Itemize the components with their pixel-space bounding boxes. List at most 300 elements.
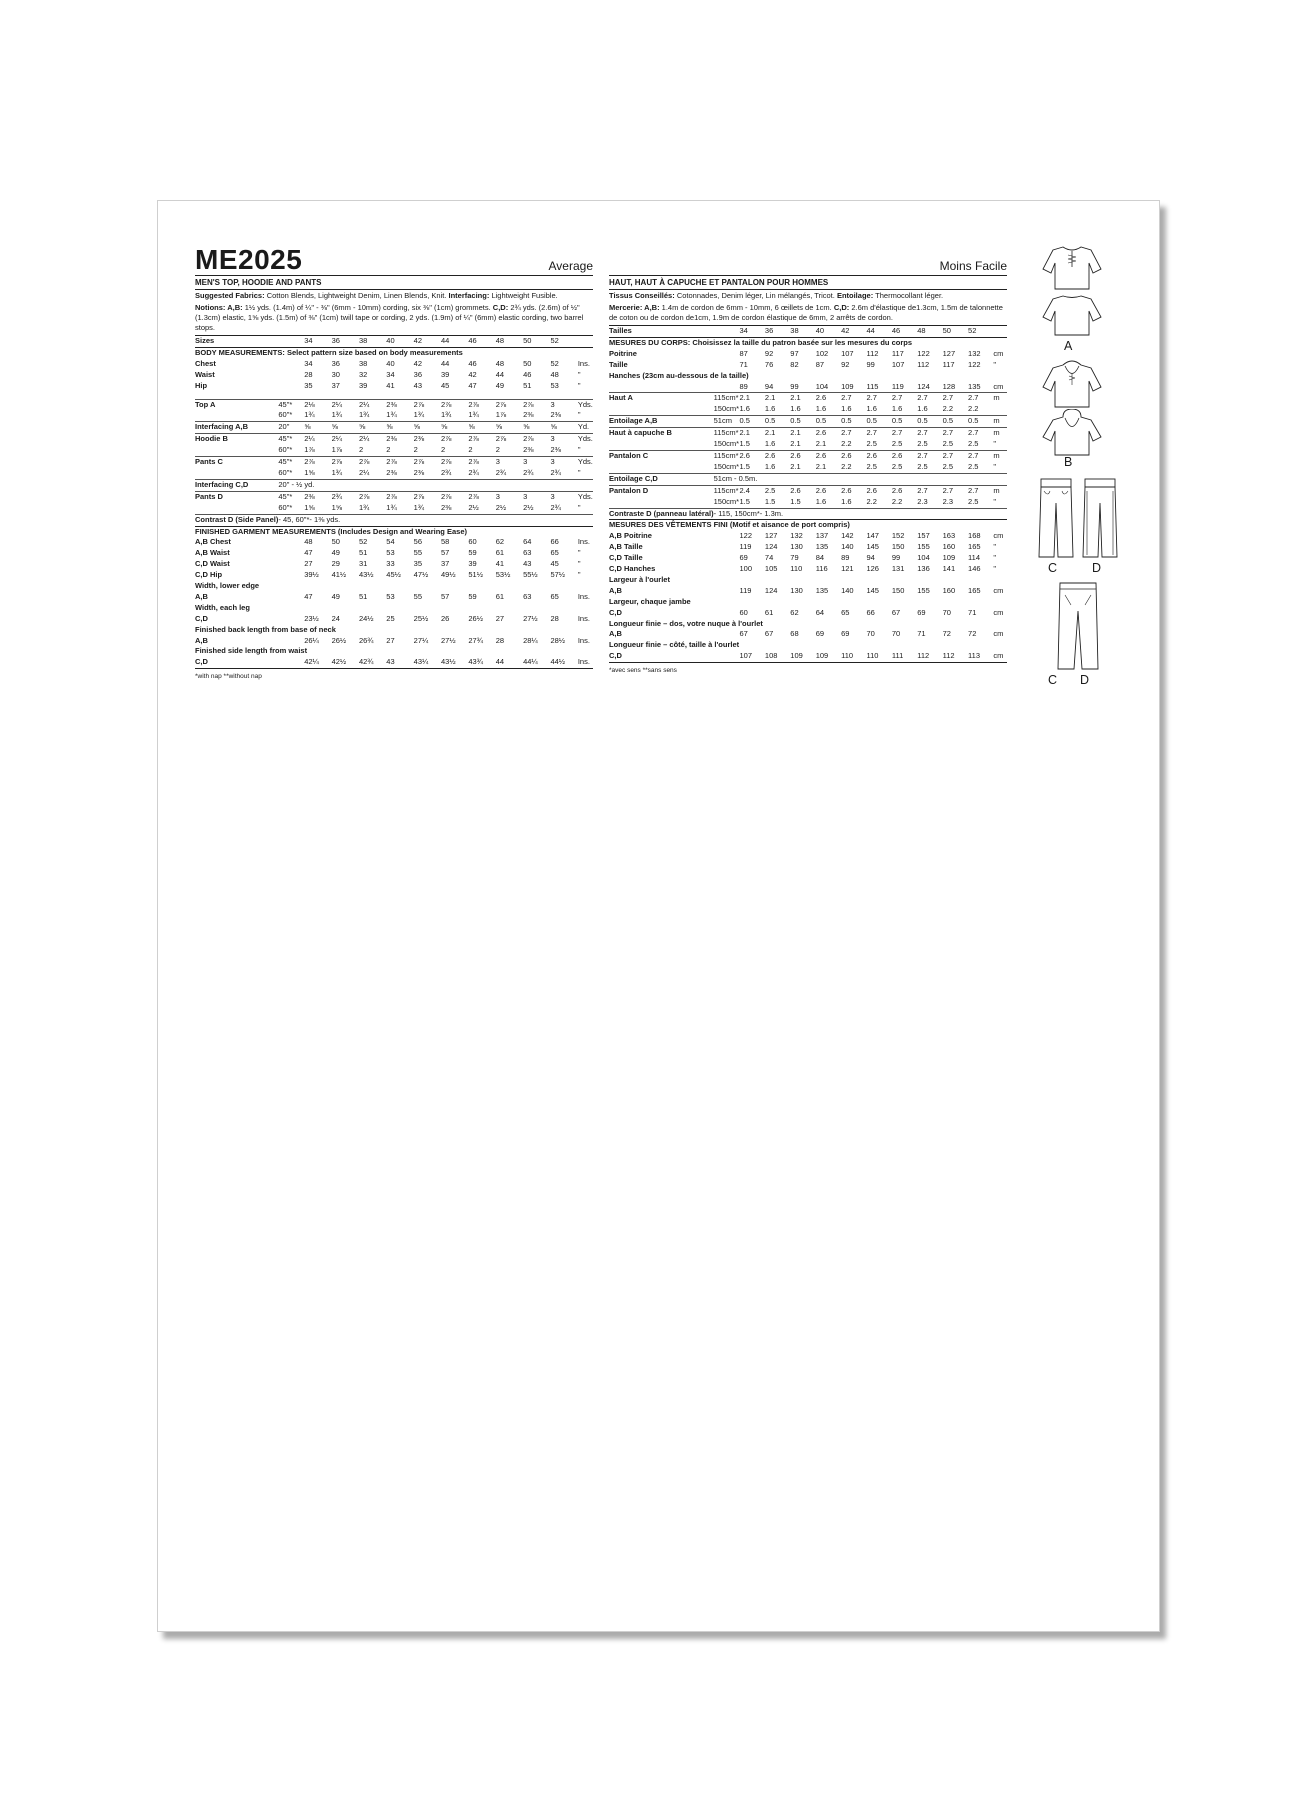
table-row bbox=[195, 434, 593, 445]
english-measurement-table bbox=[195, 335, 593, 668]
size-value: 1.6 bbox=[815, 496, 827, 506]
fabric-width: 150cm* bbox=[713, 461, 740, 471]
size-value: 2⅞ bbox=[414, 491, 441, 502]
size-value: 3 bbox=[550, 491, 577, 502]
size-value: 41½ bbox=[331, 570, 347, 580]
size-value: 45½ bbox=[386, 570, 401, 580]
table-row bbox=[195, 559, 593, 570]
unit: Ins. bbox=[577, 537, 590, 547]
fabric-width: 45"* bbox=[278, 434, 304, 445]
size-value: 1.6 bbox=[841, 404, 852, 414]
size-value: 42 bbox=[468, 369, 477, 379]
table-row bbox=[609, 608, 1007, 619]
size-value: 34 bbox=[386, 369, 395, 379]
unit: " bbox=[577, 410, 581, 420]
unit: " bbox=[993, 461, 997, 471]
size-value: 2.6 bbox=[816, 393, 841, 404]
size-value: 54 bbox=[386, 537, 395, 547]
size-value: 107 bbox=[891, 359, 905, 369]
unit: cm bbox=[993, 348, 1004, 358]
table-row bbox=[195, 347, 593, 358]
size-value: 2.7 bbox=[968, 485, 993, 496]
table-row bbox=[195, 581, 593, 592]
table-row bbox=[195, 359, 593, 370]
size-value: 94 bbox=[764, 381, 774, 391]
unit: Yds. bbox=[577, 399, 593, 409]
fabric-width: 45"* bbox=[278, 399, 304, 410]
row-label: Tailles bbox=[609, 326, 714, 338]
size-value: 69 bbox=[739, 553, 748, 563]
table-row bbox=[195, 526, 593, 537]
row-value: 51cm - 0.5m. bbox=[714, 473, 1007, 485]
unit: " bbox=[993, 542, 997, 552]
fabric-width bbox=[714, 586, 740, 597]
size-value: 27¾ bbox=[468, 635, 483, 645]
fabric-width bbox=[278, 592, 304, 603]
size-value: 2.7 bbox=[968, 393, 993, 404]
size-value: 102 bbox=[815, 348, 829, 358]
size-value: 2.6 bbox=[816, 450, 841, 461]
size-value: 2⅞ bbox=[304, 457, 331, 468]
size-value: 50 bbox=[943, 326, 968, 338]
row-label: Poitrine bbox=[609, 348, 637, 358]
size-value: 115 bbox=[866, 381, 879, 391]
size-value: 2.5 bbox=[917, 461, 928, 471]
label-d-second: D bbox=[1080, 673, 1090, 687]
size-value: 110 bbox=[790, 564, 803, 574]
row-label: C,D Taille bbox=[609, 553, 643, 563]
size-value: 126 bbox=[866, 564, 879, 574]
size-value: 63 bbox=[523, 548, 532, 558]
size-value: 59 bbox=[468, 548, 477, 558]
section-heading: Largeur à l'ourlet bbox=[609, 574, 670, 584]
size-value: 52 bbox=[968, 326, 993, 338]
row-label: Pantalon D bbox=[609, 485, 714, 496]
row-label: Contraste D (panneau latéral) bbox=[609, 508, 714, 520]
difficulty-en: Average bbox=[548, 259, 593, 273]
size-value: 61 bbox=[764, 607, 774, 617]
size-value: 127 bbox=[942, 348, 956, 358]
size-value: 40 bbox=[386, 336, 413, 348]
size-value: 150 bbox=[891, 585, 905, 595]
interfacing-text-fr: Thermocollant léger. bbox=[875, 291, 944, 300]
table-row bbox=[195, 625, 593, 636]
size-value: 37 bbox=[331, 380, 340, 390]
table-row bbox=[195, 548, 593, 559]
fabric-width bbox=[278, 537, 304, 548]
size-value: 2.7 bbox=[943, 450, 968, 461]
size-value: 1.6 bbox=[815, 404, 827, 414]
row-label: A,B bbox=[195, 591, 208, 601]
size-value: 28 bbox=[495, 635, 505, 645]
unit: cm bbox=[993, 607, 1004, 617]
size-value: 1¾ bbox=[413, 502, 425, 512]
size-value: 2.3 bbox=[942, 496, 954, 506]
size-value: 1¾ bbox=[358, 410, 370, 420]
size-value: 2.6 bbox=[892, 485, 917, 496]
size-value: 2.5 bbox=[942, 461, 954, 471]
size-value: 92 bbox=[764, 348, 774, 358]
size-value: 55½ bbox=[523, 570, 538, 580]
size-value: 2.6 bbox=[841, 485, 866, 496]
table-row bbox=[609, 619, 1007, 630]
pattern-code: ME2025 bbox=[195, 244, 303, 275]
size-value: 2.5 bbox=[891, 439, 903, 449]
size-value: 2⅞ bbox=[468, 399, 495, 410]
size-value: 51 bbox=[358, 591, 368, 601]
size-value: 65 bbox=[550, 591, 559, 601]
size-value: 2.6 bbox=[790, 450, 815, 461]
size-value: 0.5 bbox=[816, 416, 841, 428]
size-value: 2⅞ bbox=[441, 457, 468, 468]
table-row bbox=[195, 491, 593, 502]
table-row bbox=[609, 485, 1007, 496]
row-label: Hip bbox=[195, 380, 208, 390]
size-value: ⅝ bbox=[523, 422, 550, 434]
size-value: 53 bbox=[386, 591, 395, 601]
size-value: 2.7 bbox=[866, 393, 891, 404]
size-value: 66 bbox=[550, 537, 559, 547]
size-value: 150 bbox=[891, 542, 905, 552]
row-label: C,D bbox=[609, 607, 622, 617]
size-value: 97 bbox=[790, 348, 799, 358]
size-value: 107 bbox=[739, 651, 753, 661]
fabric-width bbox=[714, 553, 740, 564]
unit: " bbox=[993, 359, 997, 369]
section-heading: Largeur, chaque jambe bbox=[609, 596, 691, 606]
size-value: 28¼ bbox=[523, 635, 538, 645]
size-value: 46 bbox=[523, 369, 532, 379]
size-value: 43¼ bbox=[413, 657, 429, 667]
size-value: 1.6 bbox=[764, 439, 776, 449]
unit: Yds. bbox=[577, 491, 593, 501]
size-value: 2.1 bbox=[740, 428, 765, 439]
size-value: 26½ bbox=[331, 635, 347, 645]
row-label bbox=[195, 503, 278, 514]
size-value: 2.1 bbox=[765, 393, 790, 404]
size-value: 131 bbox=[891, 564, 905, 574]
size-value: 24½ bbox=[358, 613, 374, 623]
size-value: 47 bbox=[468, 380, 477, 390]
size-value: 1.6 bbox=[790, 404, 801, 414]
size-value: ⅝ bbox=[386, 422, 413, 434]
size-value: 62 bbox=[790, 607, 799, 617]
size-value: 113 bbox=[968, 651, 980, 661]
table-row bbox=[609, 542, 1007, 553]
size-value: 92 bbox=[841, 359, 850, 369]
table-row bbox=[195, 514, 593, 526]
fabric-width bbox=[278, 614, 304, 625]
row-label: Taille bbox=[609, 359, 628, 369]
row-label: Haut A bbox=[609, 393, 714, 404]
size-value: 1.6 bbox=[764, 404, 776, 414]
unit: " bbox=[577, 369, 581, 379]
size-value: 2⅞ bbox=[496, 399, 523, 410]
size-value: 2.7 bbox=[841, 393, 866, 404]
size-value: 2⅞ bbox=[359, 491, 386, 502]
size-value: 39 bbox=[441, 369, 450, 379]
size-value: 39 bbox=[358, 380, 368, 390]
size-value: 2.7 bbox=[866, 428, 891, 439]
row-value: - 45, 60"*- 1⅜ yds. bbox=[278, 514, 593, 526]
table-row bbox=[609, 473, 1007, 485]
size-value: 2.7 bbox=[917, 485, 942, 496]
unit: Ins. bbox=[577, 613, 590, 623]
size-value: 2.6 bbox=[740, 450, 765, 461]
size-value: 137 bbox=[815, 531, 829, 541]
size-value: 42 bbox=[414, 336, 441, 348]
size-value: 0.5 bbox=[917, 416, 942, 428]
row-label: Top A bbox=[195, 399, 278, 410]
label-b: B bbox=[1064, 455, 1073, 469]
size-value: 71 bbox=[739, 359, 748, 369]
row-label: Pants C bbox=[195, 457, 278, 468]
size-value: 65 bbox=[841, 607, 850, 617]
row-label bbox=[195, 410, 278, 421]
size-value: 44 bbox=[441, 358, 450, 368]
size-value: 51 bbox=[358, 548, 368, 558]
unit: " bbox=[577, 559, 581, 569]
size-value: 2¾ bbox=[332, 491, 359, 502]
table-row bbox=[609, 640, 1007, 651]
size-value: 2.2 bbox=[968, 404, 979, 414]
fabric-width bbox=[714, 651, 740, 662]
row-label: C,D bbox=[195, 613, 208, 623]
size-value: 44¼ bbox=[523, 657, 538, 667]
size-value: 69 bbox=[815, 629, 825, 639]
size-value: 64 bbox=[523, 537, 532, 547]
table-row bbox=[195, 468, 593, 479]
unit: " bbox=[993, 553, 997, 563]
section-heading: Finished side length from waist bbox=[195, 646, 308, 656]
size-value: 112 bbox=[917, 359, 930, 369]
size-value: 2.7 bbox=[892, 428, 917, 439]
size-value: 67 bbox=[739, 629, 748, 639]
english-header bbox=[195, 239, 593, 276]
interfacing-label: Interfacing: bbox=[448, 291, 490, 300]
table-row bbox=[609, 497, 1007, 508]
size-value: 1.5 bbox=[764, 496, 776, 506]
size-value: 110 bbox=[841, 651, 854, 661]
size-value: 117 bbox=[942, 359, 955, 369]
french-column bbox=[609, 239, 1007, 674]
size-value: 41 bbox=[386, 380, 395, 390]
size-value: 2⅞ bbox=[386, 457, 413, 468]
section-heading: Longueur finie – côté, taille à l'ourlet bbox=[609, 640, 740, 650]
size-value: 48 bbox=[495, 358, 505, 368]
size-value: 52 bbox=[550, 358, 559, 368]
french-header bbox=[609, 239, 1007, 276]
size-value: 2⅞ bbox=[468, 457, 495, 468]
section-heading: BODY MEASUREMENTS: Select pattern size based on body measurements bbox=[195, 347, 593, 358]
size-value: 70 bbox=[891, 629, 901, 639]
unit: cm bbox=[993, 531, 1004, 541]
table-row bbox=[609, 371, 1007, 382]
size-value: ⅝ bbox=[414, 422, 441, 434]
size-value: 2.1 bbox=[790, 439, 801, 449]
size-value: 42½ bbox=[331, 657, 347, 667]
size-value: ⅝ bbox=[441, 422, 468, 434]
size-value: 117 bbox=[891, 348, 904, 358]
size-value: 35 bbox=[413, 559, 422, 569]
unit: m bbox=[993, 485, 1007, 496]
row-label: Interfacing A,B bbox=[195, 422, 278, 434]
size-value: 50 bbox=[523, 358, 532, 368]
unit: " bbox=[577, 548, 581, 558]
pants-c-front-drawing bbox=[1038, 477, 1074, 559]
size-value: 108 bbox=[764, 651, 778, 661]
fabric-width: 150cm* bbox=[713, 404, 740, 414]
unit: Ins. bbox=[577, 657, 590, 667]
size-value: 0.5 bbox=[740, 416, 765, 428]
size-value: 36 bbox=[332, 336, 359, 348]
size-value: 27½ bbox=[523, 613, 538, 623]
size-value: 160 bbox=[942, 542, 956, 552]
english-column bbox=[195, 239, 593, 680]
size-value: 130 bbox=[790, 585, 803, 595]
size-value: 163 bbox=[942, 531, 956, 541]
size-value: 2¼ bbox=[358, 467, 370, 477]
size-value: 165 bbox=[968, 585, 981, 595]
size-value: 43 bbox=[386, 657, 395, 667]
size-value: 48 bbox=[496, 336, 523, 348]
size-value: 132 bbox=[790, 531, 803, 541]
section-heading: Finished back length from base of neck bbox=[195, 624, 336, 634]
fabric-width bbox=[714, 608, 740, 619]
french-notions bbox=[609, 303, 1007, 325]
size-value: 2.7 bbox=[968, 450, 993, 461]
row-label: A,B Taille bbox=[609, 542, 643, 552]
size-value: 2⅞ bbox=[441, 491, 468, 502]
unit: Yds. bbox=[577, 434, 593, 444]
size-value: 2¾ bbox=[468, 467, 479, 477]
row-label bbox=[195, 468, 278, 479]
size-value: 2⅜ bbox=[523, 445, 534, 455]
size-value: 2.7 bbox=[917, 393, 942, 404]
unit: Yd. bbox=[578, 422, 593, 434]
size-value: 43 bbox=[413, 380, 422, 390]
table-row bbox=[195, 370, 593, 381]
size-value: 122 bbox=[917, 348, 930, 358]
size-value: 2⅞ bbox=[441, 434, 468, 445]
table-row bbox=[609, 575, 1007, 586]
row-label: A,B Chest bbox=[195, 537, 231, 547]
unit: cm bbox=[993, 629, 1004, 639]
size-value: 89 bbox=[841, 553, 850, 563]
size-value: 47 bbox=[304, 548, 313, 558]
size-value: 87 bbox=[815, 359, 825, 369]
size-value: 72 bbox=[942, 629, 951, 639]
size-value: 147 bbox=[866, 531, 879, 541]
size-value: 1¾ bbox=[331, 410, 343, 420]
size-value: 2⅜ bbox=[386, 467, 397, 477]
size-value: 34 bbox=[740, 326, 765, 338]
size-value: 53 bbox=[550, 380, 559, 390]
table-row bbox=[609, 428, 1007, 439]
english-notions bbox=[195, 303, 593, 335]
fabric-width bbox=[714, 531, 740, 542]
size-value: 145 bbox=[866, 585, 879, 595]
size-value: 109 bbox=[815, 651, 829, 661]
fabric-width bbox=[278, 548, 304, 559]
size-value: 26¾ bbox=[358, 635, 374, 645]
table-row bbox=[609, 439, 1007, 450]
fabric-width bbox=[278, 359, 304, 370]
size-value: 0.5 bbox=[968, 416, 993, 428]
size-value: 2 bbox=[468, 445, 473, 455]
hoodie-b-back-drawing bbox=[1041, 409, 1103, 457]
size-value: 38 bbox=[790, 326, 815, 338]
unit: m bbox=[993, 393, 1007, 404]
table-row bbox=[195, 381, 593, 392]
pants-back-drawing bbox=[1038, 581, 1118, 671]
notions-cd-text: 2¾ yds. (2.6m) of ½" (1.3cm) elastic, 1⅝ yds. (1.5m) of ⅜" (1cm) twill tape or cording, 2 yds. (1.9m) of ¼" (6mm) elastic cording, two barrel stops. bbox=[195, 303, 584, 332]
top-a-back-drawing bbox=[1041, 293, 1103, 337]
unit: " bbox=[993, 496, 997, 506]
size-value: 132 bbox=[968, 348, 981, 358]
size-value: 1¾ bbox=[441, 410, 452, 420]
unit: m bbox=[993, 416, 1007, 428]
size-value: 43½ bbox=[358, 570, 374, 580]
size-value: 42 bbox=[413, 358, 422, 368]
fabrics-label: Suggested Fabrics: bbox=[195, 291, 265, 300]
size-value: 2⅞ bbox=[468, 491, 495, 502]
unit: Ins. bbox=[577, 358, 590, 368]
unit bbox=[993, 404, 1007, 415]
french-title: HAUT, HAUT À CAPUCHE ET PANTALON POUR HOMMES bbox=[609, 276, 1007, 290]
table-row bbox=[195, 479, 593, 491]
size-value: 42¼ bbox=[304, 657, 319, 667]
size-value: 2.2 bbox=[841, 439, 852, 449]
size-value: 127 bbox=[764, 531, 778, 541]
fabrics-text: Cotton Blends, Lightweight Denim, Linen Blends, Knit. bbox=[266, 291, 447, 300]
size-value: 87 bbox=[739, 348, 748, 358]
size-value: 1¾ bbox=[413, 410, 425, 420]
unit: Ins. bbox=[577, 635, 590, 645]
size-value: 45 bbox=[550, 559, 559, 569]
size-value: 70 bbox=[866, 629, 875, 639]
size-value: 0.5 bbox=[765, 416, 790, 428]
fabric-width bbox=[714, 542, 740, 553]
row-label bbox=[609, 382, 714, 393]
size-value: 58 bbox=[441, 537, 450, 547]
size-value: 1.5 bbox=[790, 496, 801, 506]
row-label: A,B Poitrine bbox=[609, 531, 652, 541]
label-a: A bbox=[1064, 339, 1073, 353]
size-value: 1.6 bbox=[866, 404, 877, 414]
size-value: 2¾ bbox=[495, 467, 507, 477]
size-value: 72 bbox=[968, 629, 977, 639]
size-value: 1.5 bbox=[739, 461, 750, 471]
unit: " bbox=[577, 445, 581, 455]
notions-cd-text-fr: 2.6m d'élastique de1.3cm, 1.5m de talonnette de coton ou de cordon de1cm, 1.9m de cordon élastique de 6mm, 2 arrêts de cordon. bbox=[609, 303, 1003, 322]
size-value: 55 bbox=[413, 548, 422, 558]
fabric-width: 115cm* bbox=[713, 450, 739, 460]
table-row bbox=[195, 445, 593, 456]
size-value: 135 bbox=[815, 542, 829, 552]
section-heading: Longueur finie – dos, votre nuque à l'ourlet bbox=[609, 618, 763, 628]
unit: m bbox=[993, 450, 1007, 461]
size-value: 124 bbox=[764, 585, 778, 595]
size-value: ⅝ bbox=[496, 422, 523, 434]
fabric-width: 60"* bbox=[278, 410, 293, 420]
size-value: 60 bbox=[739, 607, 748, 617]
size-value: 79 bbox=[790, 553, 799, 563]
row-value: - 115, 150cm*- 1.3m. bbox=[714, 508, 1007, 520]
english-fabrics bbox=[195, 290, 593, 303]
label-c-second: C bbox=[1048, 673, 1058, 687]
size-value: 2.7 bbox=[917, 428, 942, 439]
